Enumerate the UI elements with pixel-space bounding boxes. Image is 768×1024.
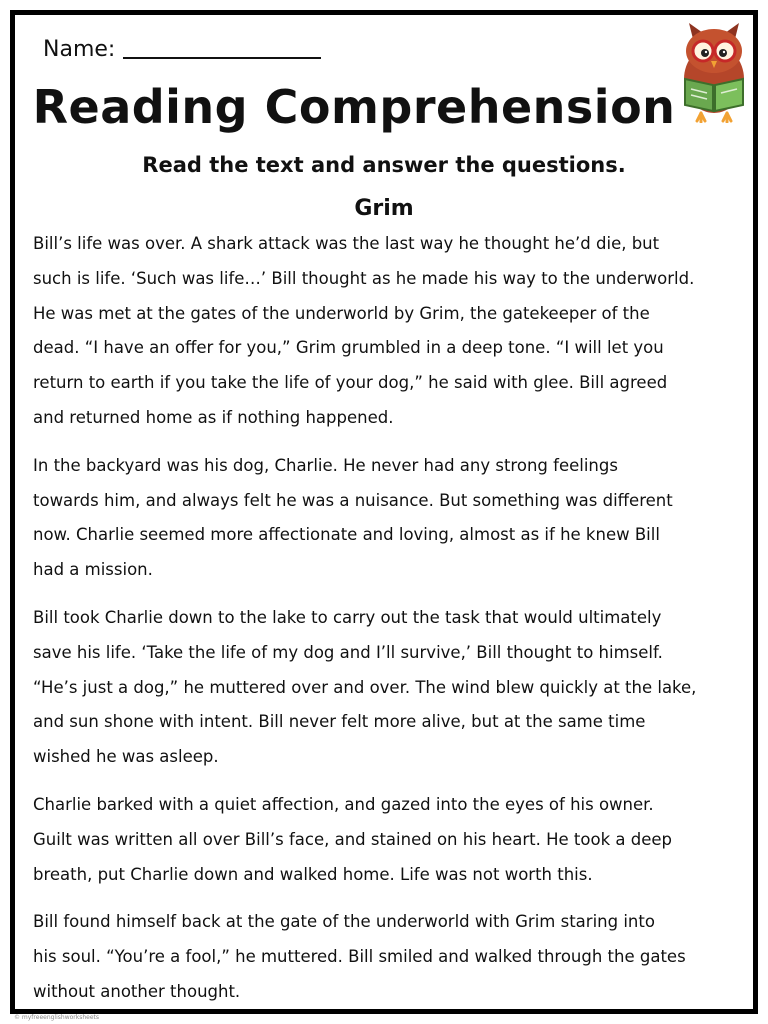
name-label: Name: — [43, 37, 116, 62]
page-title: Reading Comprehension — [32, 80, 676, 134]
story-line: Bill found himself back at the gate of the underworld with Grim staring into — [33, 912, 655, 932]
story-line: such is life. ‘Such was life…’ Bill thought as he made his way to the underworld. — [33, 268, 695, 288]
story-line: Guilt was written all over Bill’s face, and stained on his heart. He took a deep — [33, 829, 672, 849]
story-line: towards him, and always felt he was a nuisance. But something was different — [33, 490, 673, 510]
story-line: Bill took Charlie down to the lake to carry out the task that would ultimately — [33, 607, 662, 627]
story-line: save his life. ‘Take the life of my dog and I’ll survive,’ Bill thought to himself. — [33, 642, 663, 662]
story-line: and returned home as if nothing happened. — [33, 407, 394, 427]
story-line: Charlie barked with a quiet affection, and gazed into the eyes of his owner. — [33, 794, 654, 814]
story-paragraph — [33, 601, 743, 775]
story-line: return to earth if you take the life of your dog,” he said with glee. Bill agreed — [33, 373, 668, 393]
story-paragraph — [33, 788, 743, 892]
story-paragraph — [33, 227, 743, 436]
story-line: had a mission. — [33, 560, 153, 580]
story-line: wished he was asleep. — [33, 747, 219, 767]
story-line: He was met at the gates of the underworld by Grim, the gatekeeper of the — [33, 303, 650, 323]
story-line: Bill’s life was over. A shark attack was the last way he thought he’d die, but — [33, 234, 660, 253]
instructions: Read the text and answer the questions. — [142, 153, 626, 177]
story-line: dead. “I have an offer for you,” Grim grumbled in a deep tone. “I will let you — [33, 338, 664, 358]
name-blank-line[interactable] — [123, 57, 321, 59]
story-paragraph — [33, 905, 743, 1009]
story-title: Grim — [354, 196, 414, 221]
story-line: “He’s just a dog,” he muttered over and over. The wind blew quickly at the lake, — [33, 677, 697, 697]
story-line: In the backyard was his dog, Charlie. He never had any strong feelings — [33, 455, 618, 475]
story-text — [33, 227, 743, 1023]
story-line: breath, put Charlie down and walked home. Life was not worth this. — [33, 864, 593, 884]
name-field — [43, 37, 321, 63]
copyright-footer: © myfreeenglishworksheets — [14, 1014, 100, 1021]
story-line: and sun shone with intent. Bill never felt more alive, but at the same time — [33, 712, 646, 732]
story-line: now. Charlie seemed more affectionate and loving, almost as if he knew Bill — [33, 525, 660, 545]
worksheet-page — [10, 10, 758, 1014]
story-line: his soul. “You’re a fool,” he muttered. Bill smiled and walked through the gates — [33, 947, 686, 967]
story-line: without another thought. — [33, 981, 241, 1001]
story-paragraph — [33, 449, 743, 588]
